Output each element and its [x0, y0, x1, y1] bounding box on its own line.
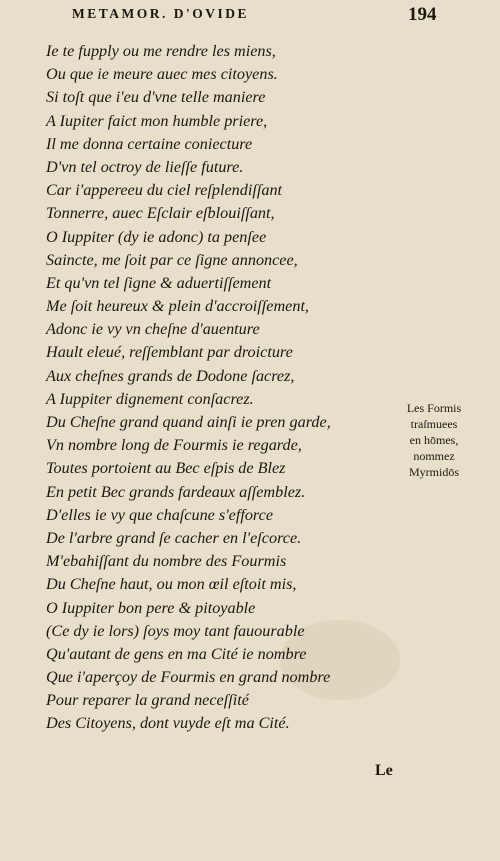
running-title: METAMOR. D'OVIDE: [72, 6, 249, 21]
poem-line: D'elles ie vy que chaſcune s'efforce: [46, 505, 274, 524]
marginal-note-line: en hōmes,: [409, 433, 459, 447]
poem-line: Des Citoyens, dont vuyde eſt ma Cité.: [46, 714, 290, 733]
poem-line: Du Cheſne haut, ou mon œil eſtoit mis,: [46, 575, 297, 594]
poem-line: Que i'aperçoy de Fourmis en grand nombre: [46, 668, 331, 687]
poem-line: A Iupiter faict mon humble priere,: [46, 111, 268, 130]
poem-line: Vn nombre long de Fourmis ie regarde,: [46, 436, 302, 455]
poem-line: En petit Bec grands fardeaux aſſemblez.: [46, 482, 306, 501]
marginal-note-line: nommez: [413, 449, 455, 463]
poem-line: Aux cheſnes grands de Dodone ſacrez,: [46, 366, 295, 385]
poem-line: Me ſoit heureux & plein d'accroiſſement,: [46, 297, 309, 316]
poem-line: Adonc ie vy vn cheſne d'auenture: [46, 320, 260, 339]
poem-line: A Iuppiter dignement conſacrez.: [46, 389, 254, 408]
poem-line: O Iuppiter bon pere & pitoyable: [46, 598, 256, 617]
poem-line: Saincte, me ſoit par ce ſigne annoncee,: [46, 250, 298, 269]
marginal-note: [382, 400, 486, 480]
poem-line: O Iuppiter (dy ie adonc) ta penſee: [46, 227, 267, 246]
poem-line: Toutes portoient au Bec eſpis de Blez: [46, 459, 286, 478]
poem-line: (Ce dy ie lors) ſoys moy tant fauourable: [46, 621, 305, 640]
poem-line: D'vn tel octroy de lieſſe future.: [46, 157, 244, 176]
poem-line: Qu'autant de gens en ma Cité ie nombre: [46, 644, 307, 663]
marginal-note-line: Myrmidōs: [408, 465, 459, 479]
page-number: 194: [408, 4, 437, 25]
poem-line: M'ebahiſſant du nombre des Fourmis: [46, 552, 287, 571]
catchword: Le: [375, 762, 393, 779]
poem-line: Du Cheſne grand quand ainſi ie pren garde,: [46, 413, 331, 431]
poem-line: Si toſt que i'eu d'vne telle maniere: [46, 88, 266, 107]
poem-line: De l'arbre grand ſe cacher en l'eſcorce.: [46, 528, 302, 547]
poem-line: Hault eleué, reſſemblant par droicture: [46, 343, 293, 362]
marginal-note-line: traſmuees: [410, 417, 458, 431]
poem-line: Ie te fupply ou me rendre les miens,: [46, 42, 276, 60]
poem-line: Ou que ie meure auec mes citoyens.: [46, 65, 278, 84]
poem-line: Car i'appereeu du ciel reſplendiſſant: [46, 181, 283, 200]
poem-line: Il me donna certaine coniecture: [46, 134, 253, 153]
poem-line: Pour reparer la grand neceſſité: [46, 691, 249, 710]
poem-line: Tonnerre, auec Eſclair eſblouiſſant,: [46, 204, 275, 223]
marginal-note-line: Les Formis: [406, 401, 462, 415]
poem-line: Et qu'vn tel ſigne & aduertiſſement: [46, 273, 272, 292]
poem-text: [46, 40, 376, 736]
